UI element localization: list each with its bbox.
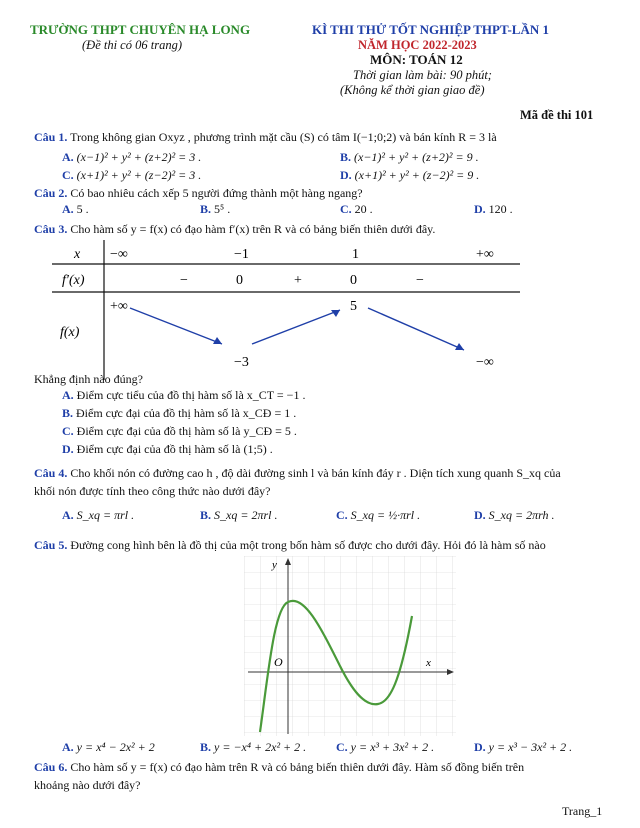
option-text: 5 . — [76, 202, 89, 216]
option-label: D. — [340, 168, 352, 182]
function-graph — [244, 556, 456, 736]
option-label: D. — [474, 202, 486, 216]
option-label: A. — [62, 388, 74, 402]
q3-option-d[interactable] — [62, 442, 273, 457]
option-text: y = −x⁴ + 2x² + 2 . — [214, 740, 307, 754]
question-4-cont: khối nón được tính theo công thức nào dưới đây? — [34, 484, 271, 498]
table-sign: − — [180, 273, 188, 288]
option-text: Điểm cực đại của đồ thị hàm số là y_CĐ = 5 . — [76, 424, 297, 438]
option-label: C. — [336, 740, 348, 754]
arrow-down — [130, 308, 222, 344]
question-6 — [34, 760, 524, 775]
subject: MÔN: TOÁN 12 — [370, 52, 463, 67]
origin-label: O — [274, 655, 283, 669]
option-text: (x+1)² + y² + (z−2)² = 9 . — [354, 168, 480, 182]
question-6-cont: khoảng nào dưới đây? — [34, 778, 141, 792]
question-1 — [34, 130, 497, 145]
table-f-label: f(x) — [60, 325, 80, 340]
question-text: Đường cong hình bên là đồ thị của một trong bốn hàm số được cho dưới đây. Hỏi đó là hàm số nào — [70, 538, 546, 552]
question-5 — [34, 538, 546, 553]
option-text: (x−1)² + y² + (z+2)² = 9 . — [354, 150, 479, 164]
question-label: Câu 4. — [34, 466, 68, 480]
option-label: C. — [62, 424, 74, 438]
option-text: (x−1)² + y² + (z+2)² = 3 . — [76, 150, 202, 164]
school-year: NĂM HỌC 2022-2023 — [358, 38, 477, 52]
pages-note: (Đề thi có 06 trang) — [82, 38, 182, 52]
graph-grid — [244, 556, 456, 736]
option-label: D. — [474, 740, 486, 754]
q2-option-d[interactable] — [474, 202, 513, 217]
option-label: A. — [62, 740, 74, 754]
option-label: B. — [340, 150, 352, 164]
question-label: Câu 2. — [34, 186, 68, 200]
option-text: 5⁵ . — [214, 202, 231, 216]
q2-option-a[interactable] — [62, 202, 89, 217]
option-text: y = x³ − 3x² + 2 . — [488, 740, 573, 754]
option-text: 20 . — [354, 202, 373, 216]
q4-option-a[interactable] — [62, 508, 134, 523]
option-text: Điểm cực tiểu của đồ thị hàm số là x_CT = −1 . — [76, 388, 306, 402]
q4-option-c[interactable] — [336, 508, 420, 523]
table-sign: 0 — [236, 273, 243, 288]
exam-code: Mã đề thi 101 — [520, 108, 594, 122]
q1-option-c[interactable] — [62, 168, 201, 183]
q4-option-b[interactable] — [200, 508, 277, 523]
option-label: A. — [62, 508, 74, 522]
table-x-val: −∞ — [110, 247, 128, 262]
option-label: B. — [62, 406, 74, 420]
table-f-val: +∞ — [110, 299, 128, 314]
option-text: y = x⁴ − 2x² + 2 — [76, 740, 155, 754]
x-axis-label: x — [426, 657, 431, 669]
option-label: B. — [200, 508, 212, 522]
q5-option-d[interactable] — [474, 740, 572, 755]
q1-option-a[interactable] — [62, 150, 201, 165]
option-text: (x+1)² + y² + (z−2)² = 3 . — [76, 168, 202, 182]
question-label: Câu 3. — [34, 222, 68, 236]
table-x-val: +∞ — [476, 247, 494, 262]
arrow-down — [368, 308, 464, 350]
table-sign: + — [294, 273, 302, 288]
question-text: Cho khối nón có đường cao h , độ dài đường sinh l và bán kính đáy r . Diện tích xung quanh S_xq của — [70, 466, 561, 480]
duration-note: (Không kể thời gian giao đề) — [340, 83, 485, 97]
option-label: A. — [62, 150, 74, 164]
q1-option-b[interactable] — [340, 150, 479, 165]
table-x-val: 1 — [352, 247, 359, 262]
question-label: Câu 5. — [34, 538, 68, 552]
q5-option-b[interactable] — [200, 740, 306, 755]
q2-option-c[interactable] — [340, 202, 373, 217]
option-text: S_xq = 2πrl . — [214, 508, 278, 522]
option-label: B. — [200, 740, 212, 754]
option-text: y = x³ + 3x² + 2 . — [350, 740, 435, 754]
table-sign: 0 — [350, 273, 357, 288]
q3-option-a[interactable] — [62, 388, 305, 403]
option-label: C. — [62, 168, 74, 182]
table-f-val: −3 — [234, 355, 249, 370]
option-label: D. — [62, 442, 74, 456]
q5-option-a[interactable] — [62, 740, 155, 755]
question-label: Câu 6. — [34, 760, 68, 774]
table-sign: − — [416, 273, 424, 288]
question-text: Cho hàm số y = f(x) có đạo hàm f′(x) trên R và có bảng biến thiên dưới đây. — [70, 222, 436, 236]
page-number: Trang_1 — [562, 804, 603, 818]
option-label: A. — [62, 202, 74, 216]
q2-option-b[interactable] — [200, 202, 230, 217]
table-f-val: 5 — [350, 299, 357, 314]
option-text: S_xq = πrl . — [76, 508, 135, 522]
table-fprime-label: f′(x) — [62, 273, 85, 288]
y-axis-label: y — [272, 559, 277, 571]
option-label: C. — [336, 508, 348, 522]
variation-table — [52, 240, 520, 380]
question-text: Cho hàm số y = f(x) có đạo hàm trên R và có bảng biến thiên dưới đây. Hàm số đồng biến trên — [70, 760, 525, 774]
question-text: Có bao nhiêu cách xếp 5 người đứng thành một hàng ngang? — [70, 186, 363, 200]
q4-option-d[interactable] — [474, 508, 555, 523]
table-x-label: x — [74, 247, 81, 262]
school-name: TRƯỜNG THPT CHUYÊN HẠ LONG — [30, 22, 251, 37]
arrow-up — [252, 310, 340, 344]
option-text: Điểm cực đại của đồ thị hàm số là (1;5) . — [76, 442, 273, 456]
option-text: Điểm cực đại của đồ thị hàm số là x_CĐ = 1 . — [76, 406, 297, 420]
option-text: S_xq = ½·πrl . — [350, 508, 421, 522]
q1-option-d[interactable] — [340, 168, 479, 183]
duration: Thời gian làm bài: 90 phút; — [353, 68, 492, 82]
question-2 — [34, 186, 363, 201]
question-3 — [34, 222, 435, 237]
question-text: Trong không gian Oxyz , phương trình mặt cầu (S) có tâm I(−1;0;2) và bán kính R = 3 là — [70, 130, 497, 144]
q3-option-b[interactable] — [62, 406, 296, 421]
option-text: 120 . — [488, 202, 513, 216]
option-label: C. — [340, 202, 352, 216]
option-label: B. — [200, 202, 212, 216]
exam-title: KÌ THI THỬ TỐT NGHIỆP THPT-LẦN 1 — [312, 22, 549, 37]
question-4 — [34, 466, 561, 481]
table-f-val: −∞ — [476, 355, 494, 370]
table-x-val: −1 — [234, 247, 249, 262]
q5-option-c[interactable] — [336, 740, 434, 755]
question-label: Câu 1. — [34, 130, 68, 144]
q3-option-c[interactable] — [62, 424, 297, 439]
option-text: S_xq = 2πrh . — [488, 508, 555, 522]
option-label: D. — [474, 508, 486, 522]
q3-prompt: Khẳng định nào đúng? — [34, 372, 143, 386]
